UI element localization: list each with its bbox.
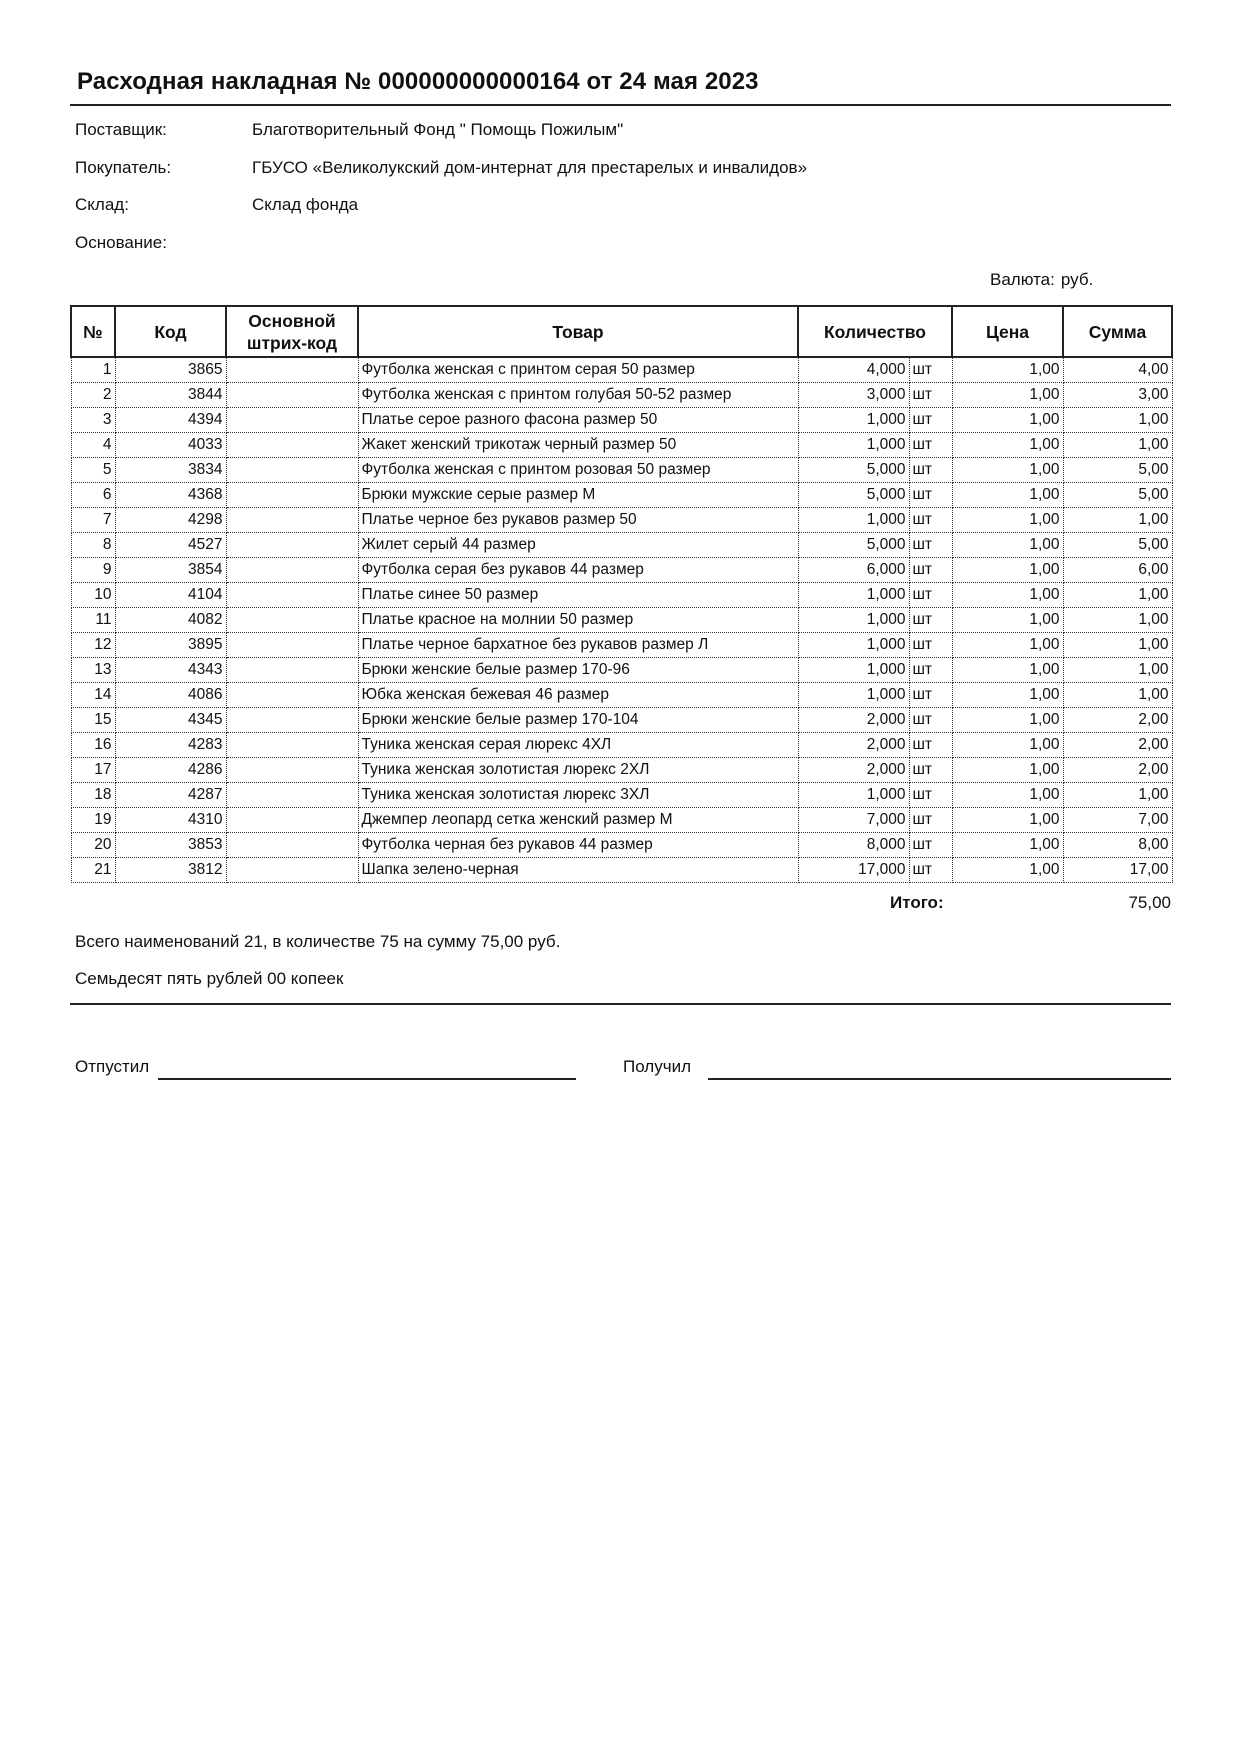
released-label: Отпустил (75, 1057, 150, 1076)
row-unit: шт (909, 682, 952, 707)
row-code: 4343 (115, 657, 226, 682)
table-row (71, 632, 1172, 657)
row-price: 1,00 (952, 857, 1063, 882)
header-barcode-line2: штрих-код (246, 332, 338, 353)
header-barcode (226, 306, 358, 357)
row-barcode (226, 507, 358, 532)
header-qty: Количество (798, 306, 952, 357)
row-qty: 1,000 (798, 632, 909, 657)
row-barcode (226, 557, 358, 582)
document-title: Расходная накладная № 000000000000164 от 24 мая 2023 (77, 68, 759, 95)
row-sum: 4,00 (1063, 357, 1172, 382)
row-unit: шт (909, 382, 952, 407)
row-barcode (226, 732, 358, 757)
summary-line: Всего наименований 21, в количестве 75 на сумму 75,00 руб. (75, 932, 561, 951)
row-barcode (226, 407, 358, 432)
row-unit: шт (909, 482, 952, 507)
row-unit: шт (909, 757, 952, 782)
header-barcode-line1: Основной (248, 310, 336, 331)
row-qty: 1,000 (798, 782, 909, 807)
table-row (71, 357, 1172, 382)
row-qty: 8,000 (798, 832, 909, 857)
row-price: 1,00 (952, 757, 1063, 782)
row-qty: 1,000 (798, 432, 909, 457)
row-code: 4086 (115, 682, 226, 707)
row-qty: 2,000 (798, 707, 909, 732)
row-item: Туника женская серая люрекс 4ХЛ (358, 732, 798, 757)
table-row (71, 457, 1172, 482)
row-qty: 1,000 (798, 682, 909, 707)
row-barcode (226, 457, 358, 482)
row-qty: 1,000 (798, 607, 909, 632)
row-sum: 5,00 (1063, 482, 1172, 507)
row-sum: 1,00 (1063, 507, 1172, 532)
row-barcode (226, 707, 358, 732)
table-row (71, 582, 1172, 607)
table-row (71, 807, 1172, 832)
row-num: 12 (71, 632, 115, 657)
row-item: Туника женская золотистая люрекс 3ХЛ (358, 782, 798, 807)
released-signature-line (158, 1078, 576, 1080)
buyer-row (75, 158, 807, 178)
row-price: 1,00 (952, 382, 1063, 407)
row-item: Футболка женская с принтом голубая 50-52 размер (358, 382, 798, 407)
row-num: 7 (71, 507, 115, 532)
table-row (71, 782, 1172, 807)
currency-value: руб. (1060, 270, 1094, 289)
row-code: 4287 (115, 782, 226, 807)
row-barcode (226, 482, 358, 507)
row-item: Брюки женские белые размер 170-96 (358, 657, 798, 682)
row-price: 1,00 (952, 782, 1063, 807)
row-num: 15 (71, 707, 115, 732)
row-num: 5 (71, 457, 115, 482)
row-num: 9 (71, 557, 115, 582)
row-price: 1,00 (952, 357, 1063, 382)
row-num: 2 (71, 382, 115, 407)
header-sum: Сумма (1063, 306, 1172, 357)
table-row (71, 857, 1172, 882)
row-qty: 2,000 (798, 757, 909, 782)
row-qty: 1,000 (798, 407, 909, 432)
row-num: 20 (71, 832, 115, 857)
row-price: 1,00 (952, 532, 1063, 557)
row-sum: 1,00 (1063, 782, 1172, 807)
table-row (71, 707, 1172, 732)
row-barcode (226, 632, 358, 657)
table-row (71, 732, 1172, 757)
row-price: 1,00 (952, 707, 1063, 732)
table-row (71, 607, 1172, 632)
row-unit: шт (909, 607, 952, 632)
row-barcode (226, 432, 358, 457)
row-unit: шт (909, 807, 952, 832)
row-item: Туника женская золотистая люрекс 2ХЛ (358, 757, 798, 782)
row-qty: 7,000 (798, 807, 909, 832)
supplier-value: Благотворительный Фонд " Помощь Пожилым" (252, 120, 624, 139)
row-qty: 6,000 (798, 557, 909, 582)
basis-row (75, 233, 252, 253)
row-sum: 2,00 (1063, 707, 1172, 732)
basis-label: Основание: (75, 233, 167, 252)
amount-in-words: Семьдесят пять рублей 00 копеек (75, 969, 344, 988)
row-unit: шт (909, 857, 952, 882)
row-qty: 5,000 (798, 482, 909, 507)
row-item: Шапка зелено-черная (358, 857, 798, 882)
row-barcode (226, 807, 358, 832)
currency (990, 270, 1093, 290)
row-sum: 2,00 (1063, 757, 1172, 782)
row-num: 13 (71, 657, 115, 682)
row-code: 4286 (115, 757, 226, 782)
buyer-label: Покупатель: (75, 158, 172, 177)
warehouse-label: Склад: (75, 195, 129, 214)
row-code: 3812 (115, 857, 226, 882)
row-code: 4283 (115, 732, 226, 757)
row-unit: шт (909, 732, 952, 757)
row-code: 3834 (115, 457, 226, 482)
header-num: № (71, 306, 115, 357)
row-qty: 2,000 (798, 732, 909, 757)
row-code: 4368 (115, 482, 226, 507)
row-sum: 5,00 (1063, 457, 1172, 482)
row-code: 3895 (115, 632, 226, 657)
table-row (71, 682, 1172, 707)
row-price: 1,00 (952, 407, 1063, 432)
warehouse-value: Склад фонда (252, 195, 359, 214)
row-sum: 1,00 (1063, 407, 1172, 432)
row-item: Джемпер леопард сетка женский размер М (358, 807, 798, 832)
row-code: 4527 (115, 532, 226, 557)
row-sum: 1,00 (1063, 657, 1172, 682)
row-code: 4298 (115, 507, 226, 532)
row-price: 1,00 (952, 557, 1063, 582)
row-item: Платье черное бархатное без рукавов размер Л (358, 632, 798, 657)
row-barcode (226, 382, 358, 407)
row-unit: шт (909, 532, 952, 557)
row-sum: 1,00 (1063, 682, 1172, 707)
row-item: Платье черное без рукавов размер 50 (358, 507, 798, 532)
row-unit: шт (909, 582, 952, 607)
supplier-row (75, 120, 623, 140)
row-num: 1 (71, 357, 115, 382)
row-code: 4345 (115, 707, 226, 732)
row-num: 17 (71, 757, 115, 782)
table-row (71, 482, 1172, 507)
row-item: Жакет женский трикотаж черный размер 50 (358, 432, 798, 457)
header-price: Цена (952, 306, 1063, 357)
row-num: 19 (71, 807, 115, 832)
row-num: 21 (71, 857, 115, 882)
row-item: Платье синее 50 размер (358, 582, 798, 607)
table-row (71, 557, 1172, 582)
row-price: 1,00 (952, 607, 1063, 632)
row-code: 3844 (115, 382, 226, 407)
row-barcode (226, 532, 358, 557)
row-unit: шт (909, 707, 952, 732)
row-num: 8 (71, 532, 115, 557)
row-barcode (226, 857, 358, 882)
row-unit: шт (909, 432, 952, 457)
row-barcode (226, 357, 358, 382)
row-item: Футболка черная без рукавов 44 размер (358, 832, 798, 857)
row-barcode (226, 682, 358, 707)
row-code: 4033 (115, 432, 226, 457)
row-price: 1,00 (952, 807, 1063, 832)
row-price: 1,00 (952, 482, 1063, 507)
row-qty: 5,000 (798, 532, 909, 557)
row-code: 3853 (115, 832, 226, 857)
buyer-value: ГБУСО «Великолукский дом-интернат для престарелых и инвалидов» (252, 158, 808, 177)
received-label: Получил (623, 1057, 691, 1076)
row-barcode (226, 782, 358, 807)
row-price: 1,00 (952, 657, 1063, 682)
table-row (71, 832, 1172, 857)
row-sum: 6,00 (1063, 557, 1172, 582)
row-code: 4310 (115, 807, 226, 832)
currency-label: Валюта: (990, 270, 1055, 289)
row-item: Брюки женские белые размер 170-104 (358, 707, 798, 732)
row-unit: шт (909, 407, 952, 432)
row-num: 6 (71, 482, 115, 507)
row-qty: 1,000 (798, 507, 909, 532)
row-num: 14 (71, 682, 115, 707)
row-barcode (226, 757, 358, 782)
summary-divider (70, 1003, 1171, 1005)
row-barcode (226, 832, 358, 857)
row-sum: 3,00 (1063, 382, 1172, 407)
row-num: 16 (71, 732, 115, 757)
row-item: Футболка серая без рукавов 44 размер (358, 557, 798, 582)
row-item: Футболка женская с принтом розовая 50 размер (358, 457, 798, 482)
row-price: 1,00 (952, 582, 1063, 607)
row-sum: 17,00 (1063, 857, 1172, 882)
row-num: 10 (71, 582, 115, 607)
row-qty: 3,000 (798, 382, 909, 407)
row-unit: шт (909, 357, 952, 382)
header-code: Код (115, 306, 226, 357)
row-sum: 7,00 (1063, 807, 1172, 832)
total-label: Итого: (890, 893, 944, 912)
row-price: 1,00 (952, 632, 1063, 657)
row-price: 1,00 (952, 432, 1063, 457)
row-qty: 17,000 (798, 857, 909, 882)
row-price: 1,00 (952, 682, 1063, 707)
row-item: Футболка женская с принтом серая 50 размер (358, 357, 798, 382)
row-sum: 1,00 (1063, 432, 1172, 457)
row-num: 18 (71, 782, 115, 807)
row-num: 11 (71, 607, 115, 632)
table-row (71, 407, 1172, 432)
row-sum: 8,00 (1063, 832, 1172, 857)
row-price: 1,00 (952, 457, 1063, 482)
row-barcode (226, 582, 358, 607)
table-row (71, 657, 1172, 682)
received-signature-line (708, 1078, 1171, 1080)
row-qty: 4,000 (798, 357, 909, 382)
table-row (71, 432, 1172, 457)
row-code: 4082 (115, 607, 226, 632)
row-num: 3 (71, 407, 115, 432)
row-code: 4394 (115, 407, 226, 432)
row-sum: 1,00 (1063, 607, 1172, 632)
row-sum: 1,00 (1063, 632, 1172, 657)
row-item: Жилет серый 44 размер (358, 532, 798, 557)
row-qty: 5,000 (798, 457, 909, 482)
row-sum: 1,00 (1063, 582, 1172, 607)
row-unit: шт (909, 507, 952, 532)
supplier-label: Поставщик: (75, 120, 167, 139)
row-unit: шт (909, 457, 952, 482)
row-item: Платье серое разного фасона размер 50 (358, 407, 798, 432)
table-row (71, 532, 1172, 557)
title-underline (70, 104, 1171, 106)
table-row (71, 757, 1172, 782)
row-unit: шт (909, 657, 952, 682)
row-price: 1,00 (952, 507, 1063, 532)
row-unit: шт (909, 782, 952, 807)
row-price: 1,00 (952, 832, 1063, 857)
row-item: Брюки мужские серые размер М (358, 482, 798, 507)
header-item: Товар (358, 306, 798, 357)
row-price: 1,00 (952, 732, 1063, 757)
row-code: 4104 (115, 582, 226, 607)
row-code: 3854 (115, 557, 226, 582)
row-unit: шт (909, 557, 952, 582)
total-value: 75,00 (1128, 893, 1171, 912)
row-sum: 2,00 (1063, 732, 1172, 757)
row-item: Платье красное на молнии 50 размер (358, 607, 798, 632)
items-table (70, 305, 1173, 883)
warehouse-row (75, 195, 358, 215)
row-code: 3865 (115, 357, 226, 382)
row-sum: 5,00 (1063, 532, 1172, 557)
row-unit: шт (909, 832, 952, 857)
row-barcode (226, 657, 358, 682)
table-row (71, 507, 1172, 532)
row-num: 4 (71, 432, 115, 457)
row-unit: шт (909, 632, 952, 657)
row-qty: 1,000 (798, 582, 909, 607)
row-item: Юбка женская бежевая 46 размер (358, 682, 798, 707)
row-qty: 1,000 (798, 657, 909, 682)
table-header-row (71, 306, 1172, 357)
table-row (71, 382, 1172, 407)
row-barcode (226, 607, 358, 632)
